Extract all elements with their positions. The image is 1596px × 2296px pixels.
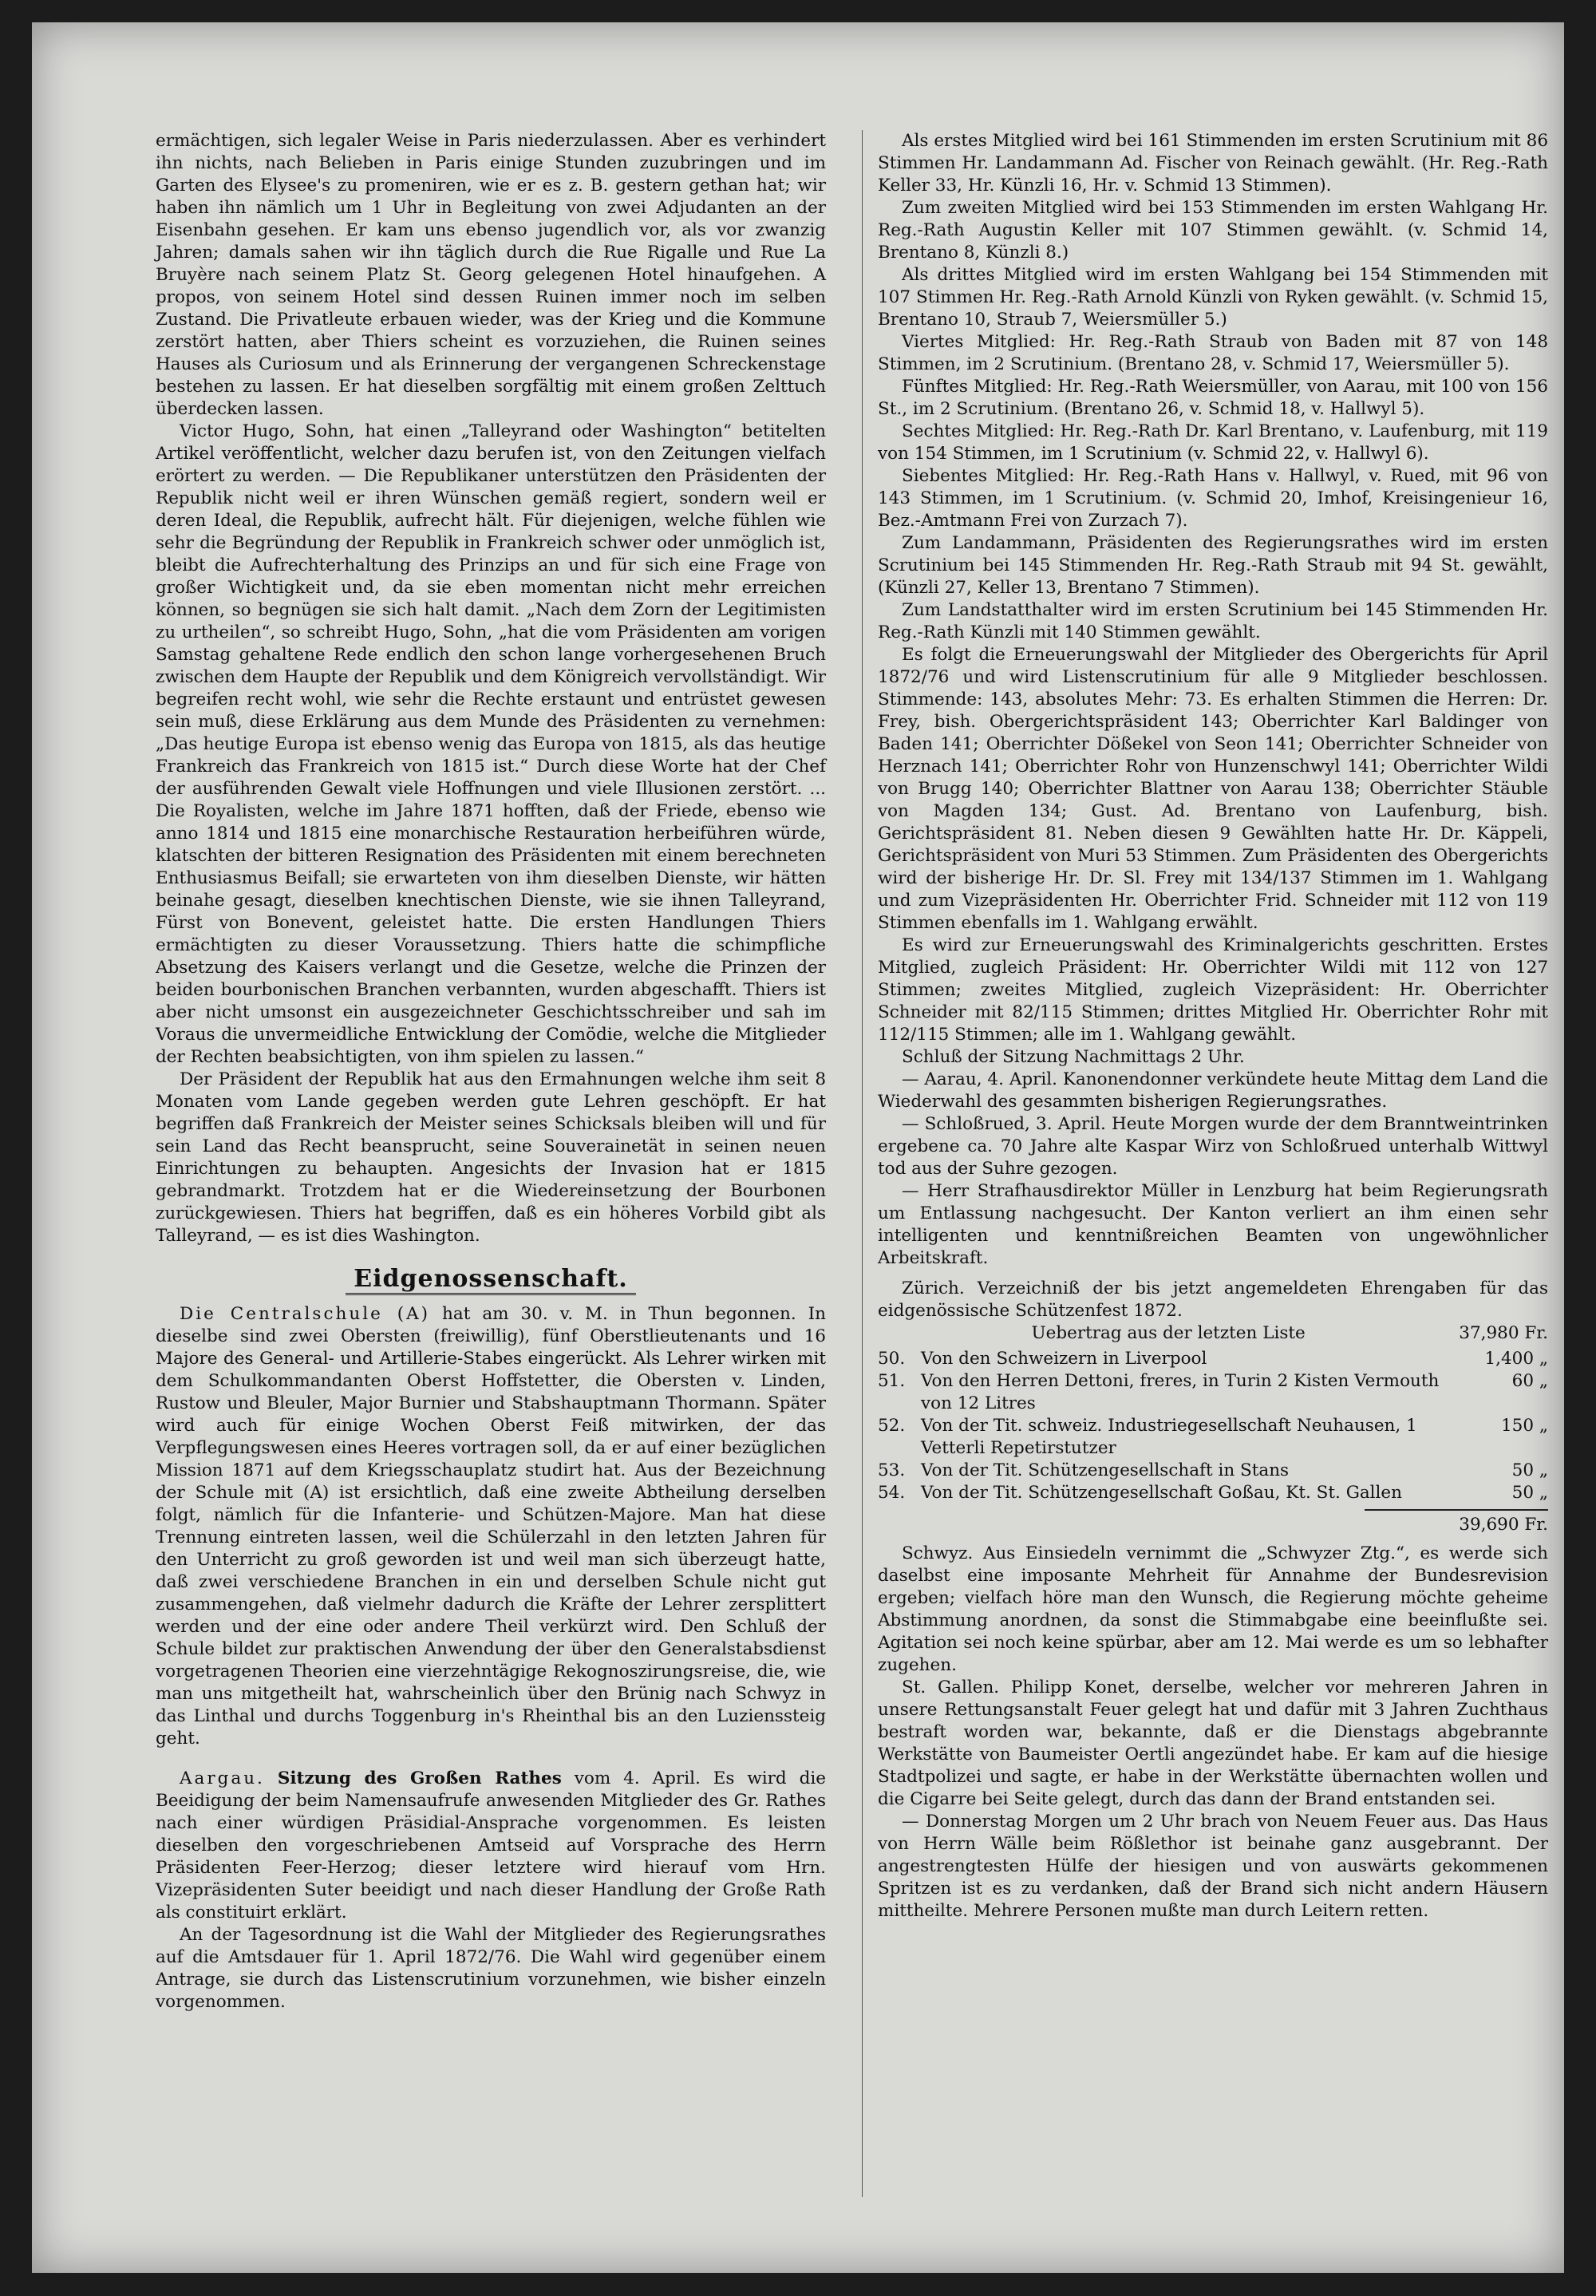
donation-row: [878, 1348, 1548, 1370]
donation-text: Von der Tit. schweiz. Industriegesellschaft Neuhausen, 1 Vetterli Repetirstutzer: [921, 1416, 1417, 1458]
session-close-paragraph: Schluß der Sitzung Nachmittags 2 Uhr.: [902, 1047, 1245, 1067]
left-column: [156, 130, 826, 2013]
donation-number: 54.: [878, 1483, 906, 1503]
news-item: St. Gallen. Philipp Konet, derselbe, welcher vor mehreren Jahren in unsere Rettungsanstalt Feuer gelegt hat und dafür mit 3 Jahren Zuchthaus bestraft worden war, bekannte, daß er die Dienstags abgebrannte Werkstätte von Baumeister Oertli angezündet habe. Er kam auf die hiesige Stadtpolizei und sagte, er habe in der Werkstätte übernachten wollen und die Cigarre bei Seite gelegt, durch das dann der Brand entstanden sei.: [878, 1678, 1548, 1809]
election-paragraph: Sechtes Mitglied: Hr. Reg.-Rath Dr. Karl Brentano, v. Laufenburg, mit 119 von 154 Stimmen, im 1 Scrutinium (v. Schmid 22, v. Hallwyl 6).: [878, 421, 1548, 464]
news-item: — Aarau, 4. April. Kanonendonner verkündete heute Mittag dem Land die Wiederwahl des gesammten bisherigen Regierungsrathes.: [878, 1069, 1548, 1112]
donation-number: 53.: [878, 1460, 906, 1480]
sum-rule: [1365, 1509, 1548, 1511]
donation-text: Von den Schweizern in Liverpool: [921, 1349, 1207, 1369]
donation-text: Von den Herren Dettoni, freres, in Turin 2 Kisten Vermouth von 12 Litres: [921, 1371, 1440, 1413]
donation-amount: 1,400 „: [1484, 1349, 1548, 1369]
aargau-text: vom 4. April. Es wird die Beeidigung der beim Namensaufrufe anwesenden Mitglieder des Gr. Rathes nach einer würdigen Präsidial-Ansprache vorgenommen. Es leisten dieselben den vorgeschriebenen Amtseid auf Vorsprache des Herrn Präsidenten Feer-Herzog; dieser letztere wird hierauf vom Hrn. Vizepräsidenten Suter beeidigt und nach dieser Handlung der Große Rath als constituirt erklärt.: [156, 1768, 826, 1923]
column-divider: [862, 130, 863, 2197]
donation-text: Von der Tit. Schützengesellschaft Goßau, Kt. St. Gallen: [921, 1483, 1403, 1503]
news-item: — Schloßrued, 3. April. Heute Morgen wurde der dem Branntweintrinken ergebene ca. 70 Jahre alte Kaspar Wirz von Schloßrued unterhalb Wittwyl tod aus der Suhre gezogen.: [878, 1114, 1548, 1179]
donation-amount: 50 „: [1511, 1460, 1548, 1480]
article-paragraph: Der Präsident der Republik hat aus den Ermahnungen welche ihm seit 8 Monaten vom Lande gegeben werden gute Lehren geschöpft. Er hat begriffen daß Frankreich der Meister seines Schicksals bleiben will und für sein Land das Recht beansprucht, seine Souverainetät in seinen neuen Einrichtungen zu behaupten. Angesichts der Invasion hat er 1815 gebrandmarkt. Trotzdem hat er die Wiedereinsetzung der Bourbonen zurückgewiesen. Thiers hat begriffen, daß es ein höheres Vorbild gibt als Talleyrand, — es ist dies Washington.: [156, 1069, 826, 1246]
zurich-heading: Zürich. Verzeichniß der bis jetzt angemeldeten Ehrengaben für das eidgenössische Schützenfest 1872.: [878, 1278, 1548, 1321]
donation-amount: 150 „: [1500, 1416, 1548, 1436]
donation-total: 39,690 Fr.: [1459, 1515, 1548, 1535]
carry-over-line: [878, 1322, 1548, 1345]
election-paragraph: Fünftes Mitglied: Hr. Reg.-Rath Weiersmüller, von Aarau, mit 100 von 156 St., im 2 Scrutinium. (Brentano 26, v. Schmid 18, v. Hallwyl 5).: [878, 377, 1548, 419]
kriminalgericht-paragraph: Es wird zur Erneuerungswahl des Kriminalgerichts geschritten. Erstes Mitglied, zugleich Präsident: Hr. Oberrichter Wildi mit 112 von 127 Stimmen; zweites Mitglied, zugleich Vizepräsident: Hr. Oberrichter Schneider mit 82/115 Stimmen; drittes Mitglied Hr. Oberrichter Rohr mit 112/115 Stimmen; alle im 1. Wahlgang gewählt.: [878, 935, 1548, 1045]
carry-over-amount: 37,980 Fr.: [1459, 1323, 1548, 1343]
right-column: [878, 130, 1548, 1923]
donation-list: [878, 1348, 1548, 1504]
election-paragraph: Als erstes Mitglied wird bei 161 Stimmenden im ersten Scrutinium mit 86 Stimmen Hr. Landammann Ad. Fischer von Reinach gewählt. (Hr. Reg.-Rath Keller 33, Hr. Künzli 16, Hr. v. Schmid 13 Stimmen).: [878, 131, 1548, 196]
election-paragraph: Als drittes Mitglied wird im ersten Wahlgang bei 154 Stimmenden mit 107 Stimmen Hr. Reg.-Rath Arnold Künzli von Ryken gewählt. (v. Schmid 15, Brentano 10, Straub 7, Weiersmüller 5.): [878, 265, 1548, 330]
centralschule-paragraph: [156, 1303, 826, 1750]
donation-number: 50.: [878, 1349, 906, 1369]
donation-amount: 60 „: [1511, 1371, 1548, 1391]
news-item: — Donnerstag Morgen um 2 Uhr brach von Neuem Feuer aus. Das Haus von Herrn Wälle beim Rößlethor ist beinahe ganz ausgebrannt. Der angestrengtesten Hülfe der hiesigen und von auswärts gekommenen Spritzen ist es zu verdanken, daß der Brand sich nicht andern Häusern mittheilte. Mehrere Personen mußte man durch Leitern retten.: [878, 1812, 1548, 1921]
centralschule-text: hat am 30. v. M. in Thun begonnen. In dieselbe sind zwei Obersten (freiwillig), fünf Oberstlieutenants und 16 Majore des General- und Artillerie-Stabes eingerückt. Als Lehrer wirken mit dem Schulkommandanten Oberst Hoffstetter, die Obersten v. Linden, Rustow und Bleuler, Major Burnier und Stabshauptmann Thormann. Später wird auch für einige Wochen Oberst Feiß mitwirken, der das Verpflegungswesen eines Heeres vortragen soll, da er auf einer bezüglichen Mission 1871 auf dem Kriegsschauplatz studirt hat. Aus der Bezeichnung der Schule mit (A) ist ersichtlich, daß eine zweite Abtheilung derselben folgt, nämlich für die Infanterie- und Schützen-Majore. Man hat diese Trennung eintreten lassen, weil die Schülerzahl in den letzten Jahren für den Unterricht zu groß geworden ist und weil man sich überzeugt hatte, daß zwei verschiedene Branchen in ein und derselben Schule nicht gut zusammengehen, daß vielmehr dadurch die Kräfte der Lehrer zersplittert werden und der eine oder andere Theil verkürzt wird. Den Schluß der Schule bildet zur praktischen Anwendung der über den Generalstabsdienst vorgetragenen Theorien eine vierzehntägige Rekognoszirungsreise, die, wie man uns mitgetheilt hat, wahrscheinlich über den Brünig nach Schwyz in das Linthal und durchs Toggenburg in's Rheinthal bis an den Luzienssteig geht.: [156, 1304, 826, 1749]
donation-text: Von der Tit. Schützengesellschaft in Stans: [921, 1460, 1290, 1480]
obergericht-paragraph: Es folgt die Erneuerungswahl der Mitglieder des Obergerichts für April 1872/76 und wird Listenscrutinium für alle 9 Mitglieder beschlossen. Stimmende: 143, absolutes Mehr: 73. Es erhalten Stimmen die Herren: Dr. Frey, bish. Obergerichtspräsident 143; Oberrichter Karl Baldinger von Baden 141; Oberrichter Dößekel von Seon 141; Oberrichter Schneider von Herznach 141; Oberrichter Rohr von Hunzenschwyl 141; Oberrichter Wildi von Brugg 140; Oberrichter Blattner von Aarau 138; Oberrichter Stäuble von Magden 134; Gust. Ad. Brentano von Laufenburg, bish. Gerichtspräsident 81. Neben diesen 9 Gewählten hatte Hr. Dr. Käppeli, Gerichtspräsident von Muri 53 Stimmen. Zum Präsidenten des Obergerichts wird der bisherige Hr. Dr. Sl. Frey mit 134/137 Stimmen im 1. Wahlgang und zum Vizepräsidenten Hr. Oberrichter Frid. Schneider mit 112 von 119 Stimmen ebenfalls im 1. Wahlgang erwählt.: [878, 645, 1548, 933]
aargau-title: Sitzung des Großen Rathes: [277, 1768, 562, 1788]
donation-number: 52.: [878, 1416, 906, 1436]
aargau-place: Aargau.: [180, 1768, 265, 1788]
section-heading: [156, 1265, 826, 1293]
news-item: Schwyz. Aus Einsiedeln vernimmt die „Schwyzer Ztg.“, es werde sich daselbst eine imposante Mehrheit für Annahme der Bundesrevision ergeben; vielfach höre man den Wunsch, die Regierung möchte geheime Abstimmung anordnen, da sonst die Stimmabgabe eine beeinflußte sei. Agitation sei noch keine spürbar, aber am 12. Mai werde es um so lebhafter zugehen.: [878, 1543, 1548, 1675]
section-heading-text: Eidgenossenschaft.: [346, 1265, 635, 1295]
election-paragraph: Zum Landammann, Präsidenten des Regierungsrathes wird im ersten Scrutinium bei 145 Stimmenden Hr. Reg.-Rath Straub mit 94 St. gewählt, (Künzli 27, Keller 13, Brentano 7 Stimmen).: [878, 533, 1548, 598]
donation-amount: 50 „: [1511, 1483, 1548, 1503]
election-paragraph: Viertes Mitglied: Hr. Reg.-Rath Straub von Baden mit 87 von 148 Stimmen, im 2 Scrutinium. (Brentano 28, v. Schmid 17, Weiersmüller 5).: [878, 332, 1548, 374]
article-paragraph: ermächtigen, sich legaler Weise in Paris niederzulassen. Aber es verhindert ihn nichts, nach Belieben in Paris einige Stunden zuzubringen und im Garten des Elysee's zu promeniren, wie er es z. B. gestern gethan hat; wir haben ihn nämlich um 1 Uhr in Begleitung von zwei Adjudanten an der Eisenbahn gesehen. Er kam uns ebenso jugendlich vor, als vor zwanzig Jahren; damals sahen wir ihn täglich durch die Rue Rigalle und Rue La Bruyère nach seinem Platz St. Georg gelegenen Hotel hinaufgehen. A propos, von seinem Hotel sind dessen Ruinen immer noch im selben Zustand. Die Privatleute erbauen wieder, was der Krieg und die Kommune zerstört hatten, aber Thiers scheint es vorzuziehen, die Ruinen seines Hauses als Curiosum und als Erinnerung der vergangenen Schreckenstage bestehen zu lassen. Er hat dieselben sorgfältig mit einem großen Zelttuch überdecken lassen.: [156, 131, 826, 419]
election-paragraph: Zum Landstatthalter wird im ersten Scrutinium bei 145 Stimmenden Hr. Reg.-Rath Künzli mit 140 Stimmen gewählt.: [878, 600, 1548, 642]
aargau-sitzung-paragraph: [156, 1768, 826, 1924]
donation-row: [878, 1482, 1548, 1504]
donation-row: [878, 1415, 1548, 1460]
donation-row: [878, 1370, 1548, 1415]
donation-row: [878, 1460, 1548, 1482]
article-paragraph: Victor Hugo, Sohn, hat einen „Talleyrand oder Washington“ betitelten Artikel veröffentlicht, welcher dazu berufen ist, von den Zeitungen vielfach erörtert zu werden. — Die Republikaner unterstützen den Präsidenten der Republik nicht weil er ihren Wünschen gemäß regiert, sondern weil er deren Ideal, die Republik, aufrecht hält. Für diejenigen, welche fühlen wie sehr die Begründung der Republik in Frankreich schwer oder unmöglich ist, bleibt die Aufrechterhaltung des Prinzips an und für sich eine Frage von großer Wichtigkeit und, da sie eben momentan nicht mehr erreichen können, so begnügen sie sich halt damit. „Nach dem Zorn der Legitimisten zu urtheilen“, so schreibt Hugo, Sohn, „hat die vom Präsidenten am vorigen Samstag gehaltene Rede endlich den schon lange vorhergesehenen Bruch zwischen dem Haupte der Republik und dem Königreich vervollständigt. Wir begreifen recht wohl, wie sehr die Rechte erstaunt und entrüstet gewesen sein muß, diese Erklärung aus dem Munde des Präsidenten zu vernehmen: „Das heutige Europa ist ebenso wenig das Europa von 1815, als das heutige Frankreich das Frankreich von 1815 ist.“ Durch diese Worte hat der Chef der ausführenden Gewalt viele Hoffnungen und viele Illusionen zerstört. ... Die Royalisten, welche im Jahre 1871 hofften, daß der Friede, ebenso wie anno 1814 und 1815 eine monarchische Restauration herbeiführen würde, klatschten der bitteren Resignation des Präsidenten mit einem berechneten Enthusiasmus Beifall; sie erwarteten von ihm dieselben Dienste, wir hätten beinahe gesagt, dieselben knechtischen Dienste, wie sie ihnen Talleyrand, Fürst von Bonevent, geleistet hatte. Die ersten Handlungen Thiers ermächtigten zu dieser Voraussetzung. Thiers hatte die schimpfliche Absetzung des Kaisers verlangt und die Gesetze, welche die Prinzen der beiden bourbonischen Branchen verbannten, wurden abgeschafft. Thiers ist aber nicht umsonst ein ausgezeichneter Geschichtsschreiber und sah im Voraus die unvermeidliche Entwicklung der Comödie, welche die Mitglieder der Rechten beabsichtigten, von ihm spielen zu lassen.“: [156, 421, 826, 1067]
election-paragraph: Zum zweiten Mitglied wird bei 153 Stimmenden im ersten Wahlgang Hr. Reg.-Rath Augustin Keller mit 107 Stimmen gewählt. (v. Schmid 14, Brentano 8, Künzli 8.): [878, 198, 1548, 263]
election-paragraph: Siebentes Mitglied: Hr. Reg.-Rath Hans v. Hallwyl, v. Rued, mit 96 von 143 Stimmen, im 1 Scrutinium. (v. Schmid 20, Imhof, Kreisingenieur 16, Bez.-Amtmann Frei von Zurzach 7).: [878, 466, 1548, 531]
carry-over-label: Uebertrag aus der letzten Liste: [1031, 1323, 1306, 1343]
donation-number: 51.: [878, 1371, 906, 1391]
aargau-followup-paragraph: An der Tagesordnung ist die Wahl der Mitglieder des Regierungsrathes auf die Amtsdauer für 1. April 1872/76. Die Wahl wird gegenüber einem Antrage, sie durch das Listenscrutinium vorzunehmen, wie bisher einzeln vorgenommen.: [156, 1925, 826, 2012]
news-item: — Herr Strafhausdirektor Müller in Lenzburg hat beim Regierungsrath um Entlassung nachgesucht. Der Kanton verliert an ihm einen sehr intelligenten und kenntnißreichen Beamten von ungewöhnlicher Arbeitskraft.: [878, 1181, 1548, 1268]
centralschule-lead: Die Centralschule (A): [180, 1304, 431, 1324]
newspaper-page: [32, 22, 1564, 2273]
